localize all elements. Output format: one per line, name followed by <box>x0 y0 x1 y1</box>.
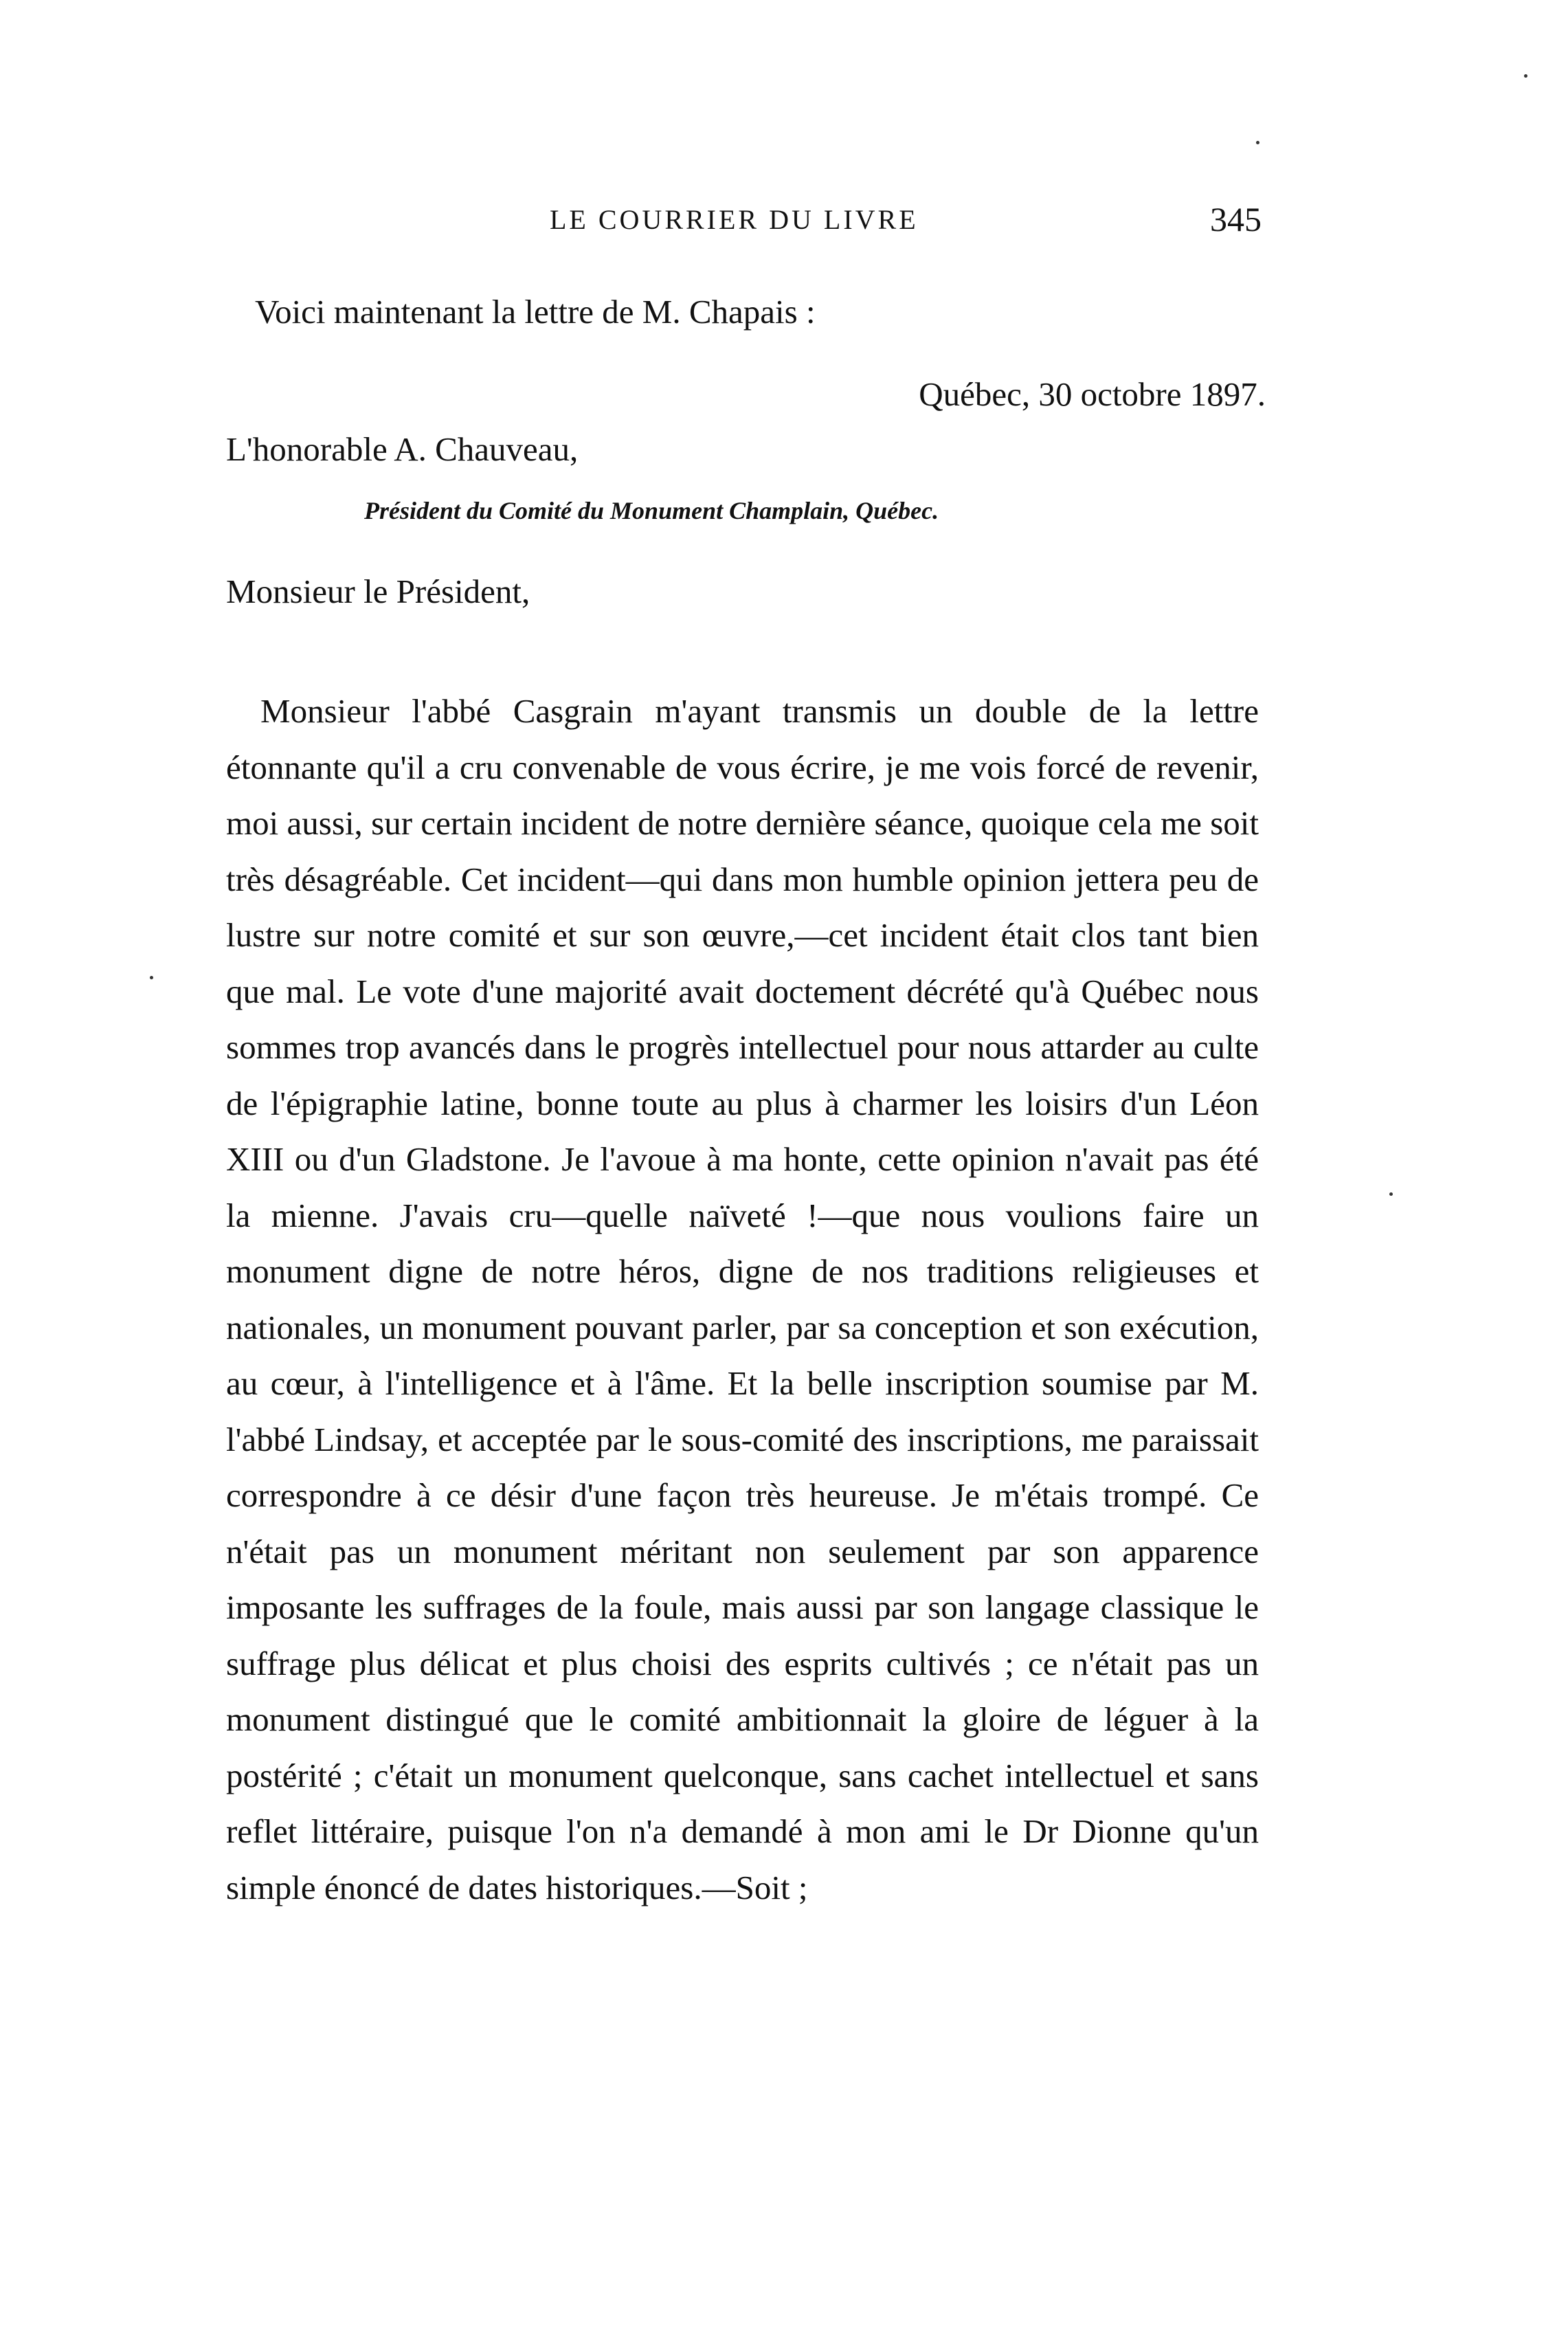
print-speck <box>1524 74 1527 78</box>
page-number: 345 <box>1210 200 1262 238</box>
running-header <box>0 199 1568 247</box>
recipient-name: L'honorable A. Chauveau, <box>226 430 579 468</box>
letter-dateline: Québec, 30 octobre 1897. <box>919 375 1266 413</box>
print-speck <box>150 976 153 979</box>
running-title: LE COURRIER DU LIVRE <box>550 204 919 235</box>
salutation: Monsieur le Président, <box>226 572 530 610</box>
letter-intro: Voici maintenant la lettre de M. Chapais : <box>255 293 816 331</box>
print-speck <box>1389 1192 1393 1196</box>
print-speck <box>1256 141 1259 144</box>
letter-body-paragraph: Monsieur l'abbé Casgrain m'ayant transmis un double de la lettre étonnante qu'il a cru convenable de vous écrire, je me vois forcé de revenir, moi aussi, sur certain incident de notre dernière séance, quoique cela me soit très désagréable. Cet incident—qui dans mon humble opinion jettera peu de lustre sur notre comité et sur son œuvre,—cet incident était clos tant bien que mal. Le vote d'une majorité avait doctement décrété qu'à Québec nous sommes trop avancés dans le progrès intellectuel pour nous attarder au culte de l'épigraphie latine, bonne toute au plus à charmer les loisirs d'un Léon XIII ou d'un Gladstone. Je l'avoue à ma honte, cette opinion n'avait pas été la mienne. J'avais cru—quelle naïveté !—que nous voulions faire un monument digne de notre héros, digne de nos traditions religieuses et nationales, un monument pouvant parler, par sa conception et son exécution, au cœur, à l'intelligence et à l'âme. Et la belle inscription soumise par M. l'abbé Lindsay, et acceptée par le sous-comité des inscriptions, me paraissait correspondre à ce désir d'une façon très heureuse. Je m'étais trompé. Ce n'était pas un monument méritant non seulement par son apparence imposante les suffrages de la foule, mais aussi par son langage classique le suffrage plus délicat et plus choisi des esprits cultivés ; ce n'était pas un monument distingué que le comité ambitionnait la gloire de léguer à la postérité ; c'était un monument quelconque, sans cachet intellectuel et sans reflet littéraire, puisque l'on n'a demandé à mon ami le Dr Dionne qu'un simple énoncé de dates historiques.—Soit ; <box>226 692 1259 1906</box>
recipient-title: Président du Comité du Monument Champlain, Québec. <box>364 497 939 524</box>
